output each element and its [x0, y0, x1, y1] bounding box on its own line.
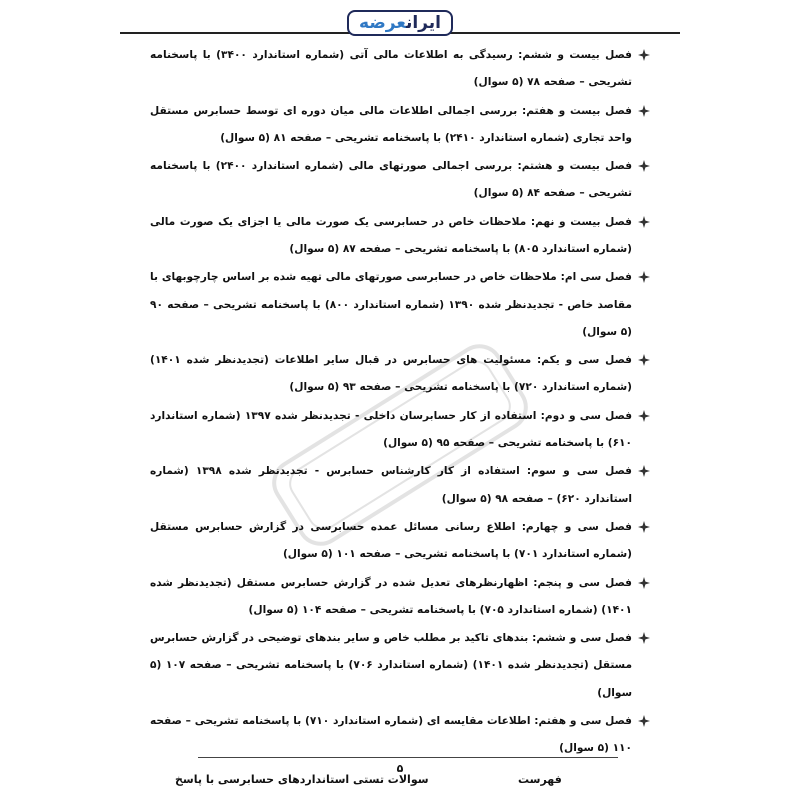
header-rule-left: [120, 32, 350, 34]
toc-item: [150, 514, 650, 568]
diamond-bullet-icon: [638, 632, 650, 644]
toc-item: [150, 625, 650, 707]
toc-item-text: فصل سی و سوم: استفاده از کار کارشناس حسابرس - تجدیدنظر شده ۱۳۹۸ (شماره استاندارد ۶۲۰) – صفحه ۹۸ (۵ سوال): [150, 465, 632, 505]
logo-text-part1: ایران: [405, 13, 441, 33]
toc-item: [150, 570, 650, 624]
toc-item: [150, 708, 650, 762]
diamond-bullet-icon: [638, 465, 650, 477]
diamond-bullet-icon: [638, 715, 650, 727]
diamond-bullet-icon: [638, 354, 650, 366]
toc-item-text: فصل سی و هفتم: اطلاعات مقایسه ای (شماره استاندارد ۷۱۰) با پاسخنامه تشریحی – صفحه ۱۱۰ (۵ سوال): [150, 714, 632, 755]
toc-item-text: فصل بیست و هفتم: بررسی اجمالی اطلاعات مالی میان دوره ای توسط حسابرس مستقل واحد تجاری (شماره استاندارد ۲۴۱۰) با پاسخنامه تشریحی – صفحه ۸۱ (۵ سوال): [150, 104, 632, 144]
header-rule-right: [450, 32, 680, 34]
diamond-bullet-icon: [638, 105, 650, 117]
site-logo: [347, 10, 453, 36]
footer-section-label: فهرست: [518, 773, 562, 786]
toc-item-text: فصل سی و ششم: بندهای تاکید بر مطلب خاص و سایر بندهای توضیحی در گزارش حسابرس مستقل (تجدیدنظر شده ۱۴۰۱) (شماره استاندارد ۷۰۶) با پاسخنامه تشریحی – صفحه ۱۰۷ (۵ سوال): [150, 632, 633, 699]
toc-item-text: فصل سی و چهارم: اطلاع رسانی مسائل عمده حسابرسی در گزارش حسابرس مستقل (شماره استاندارد ۷۰۱) با پاسخنامه تشریحی – صفحه ۱۰۱ (۵ سوال): [150, 520, 632, 561]
toc-item: [150, 209, 650, 263]
page-number: ۵: [396, 762, 404, 775]
diamond-bullet-icon: [638, 271, 650, 283]
diamond-bullet-icon: [638, 160, 650, 172]
toc-item: [150, 347, 650, 401]
table-of-contents: [150, 42, 650, 764]
diamond-bullet-icon: [638, 49, 650, 61]
toc-item: [150, 403, 650, 457]
toc-item-text: فصل بیست و نهم: ملاحظات خاص در حسابرسی یک صورت مالی یا اجزای یک صورت مالی (شماره استاندارد ۸۰۵) با پاسخنامه تشریحی – صفحه ۸۷ (۵ سوال): [150, 215, 632, 255]
footer-book-title: سوالات تستی استانداردهای حسابرسی با پاسخ: [175, 773, 429, 786]
toc-item-text: فصل سی و دوم: استفاده از کار حسابرسان داخلی - تجدیدنظر شده ۱۳۹۷ (شماره استاندارد ۶۱۰) با پاسخنامه تشریحی – صفحه ۹۵ (۵ سوال): [150, 409, 633, 449]
toc-item: [150, 153, 650, 207]
toc-item: [150, 264, 650, 346]
diamond-bullet-icon: [638, 410, 650, 422]
toc-item-text: فصل بیست و ششم: رسیدگی به اطلاعات مالی آتی (شماره استاندارد ۳۴۰۰) با پاسخنامه تشریحی – صفحه ۷۸ (۵ سوال): [150, 49, 632, 89]
toc-item: [150, 458, 650, 512]
header-logo-bar: [0, 10, 800, 36]
diamond-bullet-icon: [638, 577, 650, 589]
toc-item-text: فصل سی و یکم: مسئولیت های حسابرس در قبال سایر اطلاعات (تجدیدنظر شده ۱۴۰۱) (شماره استاندارد ۷۲۰) با پاسخنامه تشریحی – صفحه ۹۳ (۵ سوال): [150, 354, 632, 394]
toc-item-text: فصل سی و پنجم: اظهارنظرهای تعدیل شده در گزارش حسابرس مستقل (تجدیدنظر شده ۱۴۰۱) (شماره استاندارد ۷۰۵) با پاسخنامه تشریحی – صفحه ۱۰۴ (۵ سوال): [150, 576, 632, 616]
toc-item-text: فصل بیست و هشتم: بررسی اجمالی صورتهای مالی (شماره استاندارد ۲۴۰۰) با پاسخنامه تشریحی – صفحه ۸۴ (۵ سوال): [150, 160, 633, 200]
footer-rule: [198, 757, 618, 758]
diamond-bullet-icon: [638, 521, 650, 533]
toc-item: [150, 42, 650, 96]
diamond-bullet-icon: [638, 216, 650, 228]
logo-text-part2: عرضه: [359, 13, 406, 33]
toc-item-text: فصل سی ام: ملاحظات خاص در حسابرسی صورتهای مالی تهیه شده بر اساس چارچوبهای با مقاصد خاص - تجدیدنظر شده ۱۳۹۰ (شماره استاندارد ۸۰۰) با پاسخنامه تشریحی – صفحه ۹۰ (۵ سوال): [150, 271, 632, 338]
toc-item: [150, 98, 650, 152]
